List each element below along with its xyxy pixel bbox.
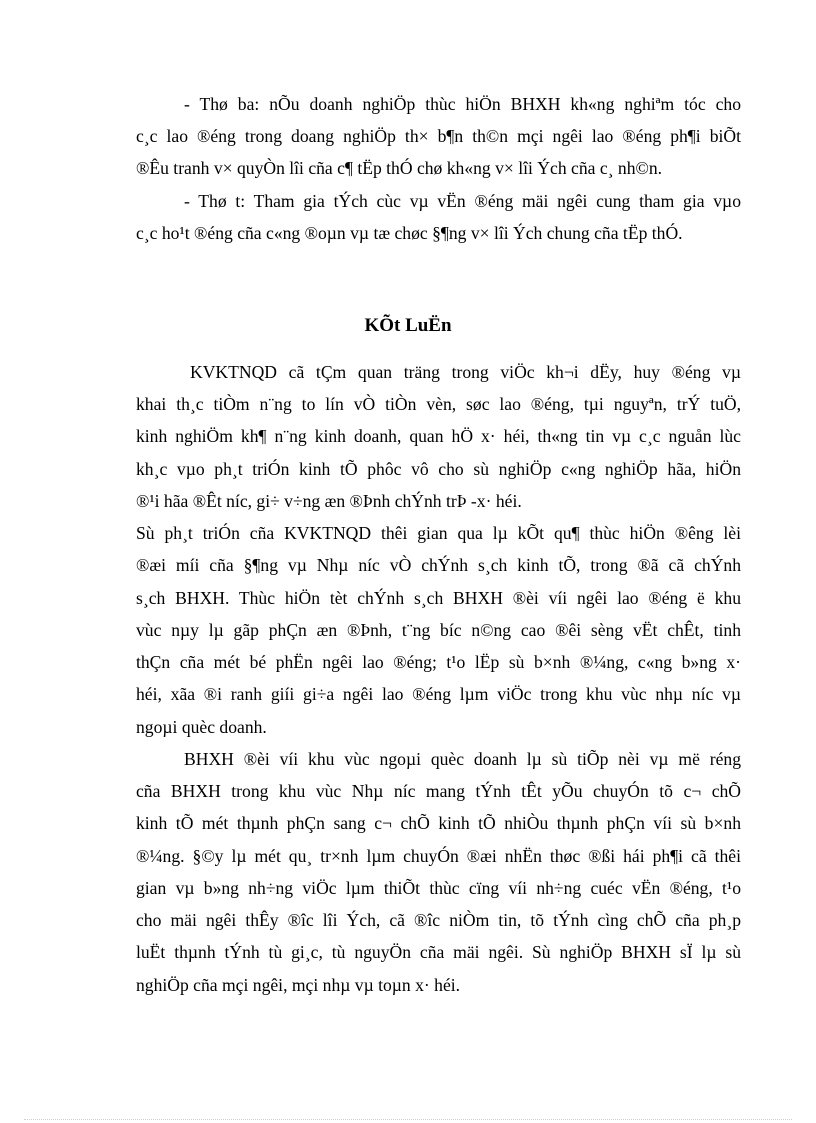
paragraph-line: gian vµ b»ng nh÷ng viÖc lµm thiÕt thùc cïng víi nh÷ng cuéc vËn ®éng, t¹o — [136, 878, 741, 898]
paragraph-line: cho mäi ngêi thÊy ®îc lîi Ých, cã ®îc niÒm tin, tõ tÝnh cìng chÕ cña ph¸p — [136, 910, 741, 930]
paragraph-line: kh¸c vµo ph¸t triÓn kinh tÕ phôc vô cho sù nghiÖp c«ng nghiÖp hãa, hiÖn — [136, 459, 741, 479]
paragraph-line: nghiÖp cña mçi ngêi, mçi nhµ vµ toµn x· héi. — [136, 975, 461, 995]
paragraph-line: ®¹i hãa ®Êt níc, gi÷ v÷ng æn ®Þnh chÝnh trÞ -x· héi. — [136, 491, 522, 511]
paragraph-line: ngoµi quèc doanh. — [136, 717, 267, 737]
paragraph-line: thÇn cña mét bé phËn ngêi lao ®éng; t¹o lËp sù b×nh ®¼ng, c«ng b»ng x· — [136, 652, 741, 672]
paragraph-line: c¸c ho¹t ®éng cña c«ng ®oµn vµ tæ chøc §¶ng v× lîi Ých chung cña tËp thÓ. — [136, 223, 683, 243]
paragraph-line: Sù ph¸t triÓn cña KVKTNQD thêi gian qua lµ kÕt qu¶ thùc hiÖn ®êng lèi — [136, 523, 741, 543]
paragraph-line: vùc nµy lµ gãp phÇn æn ®Þnh, t¨ng bíc n©ng cao ®êi sèng vËt chÊt, tinh — [136, 620, 741, 640]
section-heading: KÕt LuËn — [364, 315, 452, 336]
paragraph-line: héi, xãa ®i ranh giíi gi÷a ngêi lao ®éng lµm viÖc trong khu vùc nhµ níc vµ — [136, 684, 741, 704]
page-bottom-divider — [24, 1119, 792, 1120]
paragraph-line: s¸ch BHXH. Thùc hiÖn tèt chÝnh s¸ch BHXH ®èi víi ngêi lao ®éng ë khu — [136, 588, 741, 608]
paragraph-line: cña BHXH trong khu vùc Nhµ níc mang tÝnh tÊt yÕu chuyÓn tõ c¬ chÕ — [136, 781, 741, 801]
paragraph-line: - Thø t: Tham gia tÝch cùc vµ vËn ®éng mäi ngêi cung tham gia vµo — [184, 191, 741, 211]
paragraph-line: ®¼ng. §©y lµ mét qu¸ tr×nh lµm chuyÓn ®æi nhËn thøc ®ßi hái ph¶i cã thêi — [136, 846, 741, 866]
paragraph-line: KVKTNQD cã tÇm quan träng trong viÖc kh¬i dËy, huy ®éng vµ — [190, 362, 741, 382]
paragraph-line: c¸c lao ®éng trong doang nghiÖp th× b¶n th©n mçi ngêi lao ®éng ph¶i biÕt — [136, 126, 741, 146]
paragraph-line: BHXH ®èi víi khu vùc ngoµi quèc doanh lµ sù tiÕp nèi vµ më réng — [184, 749, 741, 769]
paragraph-line: kinh tÕ mét thµnh phÇn sang c¬ chÕ kinh tÕ nhiÒu thµnh phÇn víi sù b×nh — [136, 813, 741, 833]
paragraph-line: ®Êu tranh v× quyÒn lîi cña c¶ tËp thÓ chø kh«ng v× lîi Ých cña c¸ nh©n. — [136, 158, 663, 178]
paragraph-line: luËt thµnh tÝnh tù gi¸c, tù nguyÖn cña mäi ngêi. Sù nghiÖp BHXH sÏ lµ sù — [136, 942, 741, 962]
paragraph-line: - Thø ba: nÕu doanh nghiÖp thùc hiÖn BHXH kh«ng nghiªm tóc cho — [184, 94, 741, 114]
paragraph-line: khai th¸c tiÒm n¨ng to lín vÒ tiÒn vèn, søc lao ®éng, tµi nguyªn, trÝ tuÖ, — [136, 394, 741, 414]
paragraph-line: ®æi míi cña §¶ng vµ Nhµ níc vÒ chÝnh s¸ch kinh tÕ, trong ®ã cã chÝnh — [136, 555, 741, 575]
paragraph-line: kinh nghiÖm kh¶ n¨ng kinh doanh, quan hÖ x· héi, th«ng tin vµ c¸c nguån lùc — [136, 426, 741, 446]
